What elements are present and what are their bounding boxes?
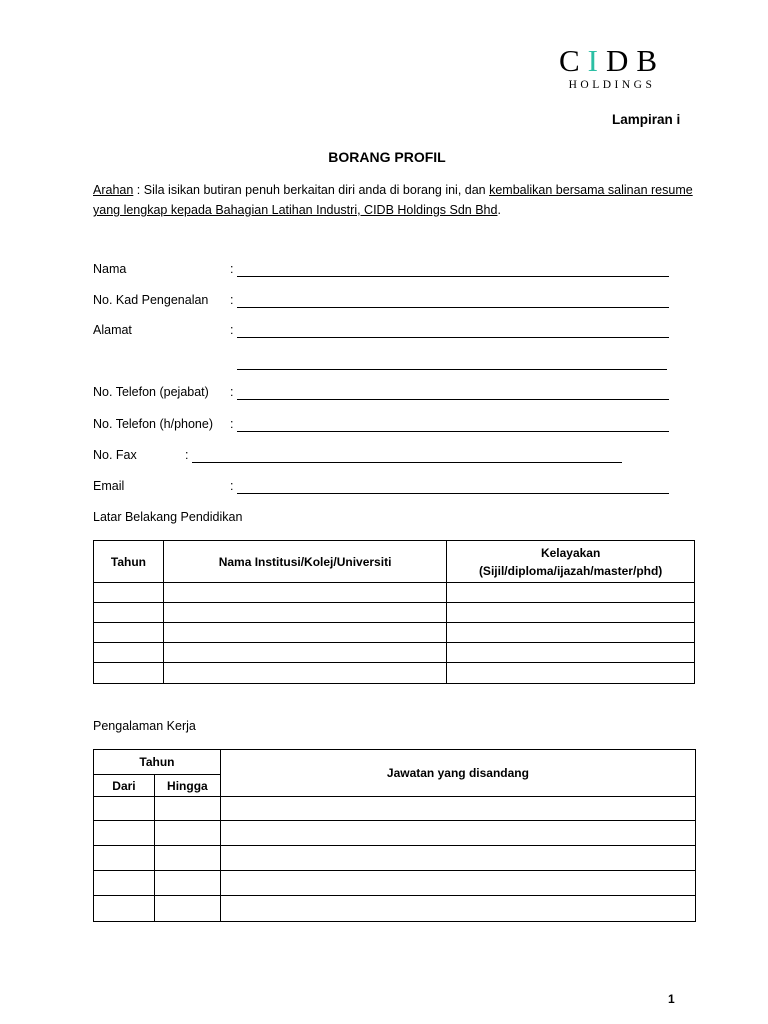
table-cell[interactable] (220, 797, 695, 821)
field-line[interactable] (237, 431, 669, 432)
table-cell[interactable] (94, 663, 164, 684)
table-cell[interactable] (154, 797, 220, 821)
header-dari: Dari (94, 775, 155, 797)
field-line[interactable] (237, 307, 669, 308)
field-colon: : (230, 323, 234, 337)
table-cell[interactable] (447, 583, 695, 603)
table-row (94, 603, 695, 623)
instructions-underlined: kembalikan bersama salinan resume yang lengkap kepada Bahagian Latihan Industri, CIDB Holdings Sdn Bhd (93, 183, 693, 217)
field-line[interactable] (237, 276, 669, 277)
field-label: Alamat (93, 323, 132, 337)
logo-wordmark: CIDB (558, 43, 666, 78)
form-title: BORANG PROFIL (328, 149, 446, 165)
field-colon: : (230, 479, 234, 493)
table-row (94, 643, 695, 663)
table-cell[interactable] (94, 643, 164, 663)
table-cell[interactable] (163, 663, 446, 684)
field-colon: : (230, 293, 234, 307)
logo-subtitle: HOLDINGS (568, 79, 656, 91)
field-colon: : (230, 262, 234, 276)
field-label: No. Fax (93, 448, 137, 462)
header-jawatan: Jawatan yang disandang (220, 750, 695, 797)
table-cell[interactable] (163, 583, 446, 603)
field-line[interactable] (192, 462, 622, 463)
table-cell[interactable] (94, 603, 164, 623)
field-line[interactable] (237, 493, 669, 494)
table-row (94, 871, 696, 896)
field-label: No. Telefon (pejabat) (93, 385, 209, 399)
field-colon: : (230, 417, 234, 431)
instructions-label: Arahan (93, 183, 134, 197)
table-cell[interactable] (447, 603, 695, 623)
education-section-title: Latar Belakang Pendidikan (93, 510, 243, 524)
work-section-title: Pengalaman Kerja (93, 719, 196, 733)
table-cell[interactable] (154, 871, 220, 896)
page-number: 1 (668, 992, 675, 1006)
field-label: No. Kad Pengenalan (93, 293, 209, 307)
education-table (93, 540, 695, 684)
header-tahun: Tahun (94, 750, 221, 775)
field-label: No. Telefon (h/phone) (93, 417, 213, 431)
header-kelayakan: Kelayakan (Sijil/diploma/ijazah/master/phd) (447, 541, 695, 583)
work-experience-table (93, 749, 696, 922)
table-header-row (94, 541, 695, 583)
instructions: Arahan : Sila isikan butiran penuh berkaitan diri anda di borang ini, dan kembalikan bersama salinan resume yang lengkap kepada Bahagian Latihan Industri, CIDB Holdings Sdn Bhd. (93, 183, 693, 217)
table-cell[interactable] (94, 797, 155, 821)
table-cell[interactable] (447, 643, 695, 663)
field-colon: : (230, 385, 234, 399)
field-label: Nama (93, 262, 127, 276)
field-colon: : (185, 448, 189, 462)
table-cell[interactable] (220, 896, 695, 922)
table-row (94, 583, 695, 603)
table-cell[interactable] (220, 821, 695, 846)
table-cell[interactable] (154, 846, 220, 871)
field-line[interactable] (237, 369, 667, 370)
field-line[interactable] (237, 399, 669, 400)
table-cell[interactable] (220, 871, 695, 896)
table-cell[interactable] (447, 623, 695, 643)
field-label: Email (93, 479, 125, 493)
table-cell[interactable] (163, 623, 446, 643)
table-cell[interactable] (94, 623, 164, 643)
table-cell[interactable] (163, 643, 446, 663)
table-cell[interactable] (94, 871, 155, 896)
table-cell[interactable] (94, 821, 155, 846)
table-row (94, 797, 696, 821)
field-line[interactable] (237, 337, 669, 338)
table-row (94, 896, 696, 922)
appendix-label: Lampiran i (612, 112, 681, 127)
cidb-holdings-logo (552, 44, 672, 91)
header-institusi: Nama Institusi/Kolej/Universiti (163, 541, 446, 583)
table-cell[interactable] (94, 583, 164, 603)
table-row (94, 846, 696, 871)
table-cell[interactable] (94, 896, 155, 922)
table-cell[interactable] (154, 896, 220, 922)
table-cell[interactable] (163, 603, 446, 623)
table-cell[interactable] (447, 663, 695, 684)
table-row (94, 623, 695, 643)
table-header-row (94, 750, 696, 775)
table-row (94, 663, 695, 684)
header-hingga: Hingga (154, 775, 220, 797)
table-cell[interactable] (220, 846, 695, 871)
header-tahun: Tahun (94, 541, 164, 583)
table-row (94, 821, 696, 846)
table-cell[interactable] (154, 821, 220, 846)
table-cell[interactable] (94, 846, 155, 871)
